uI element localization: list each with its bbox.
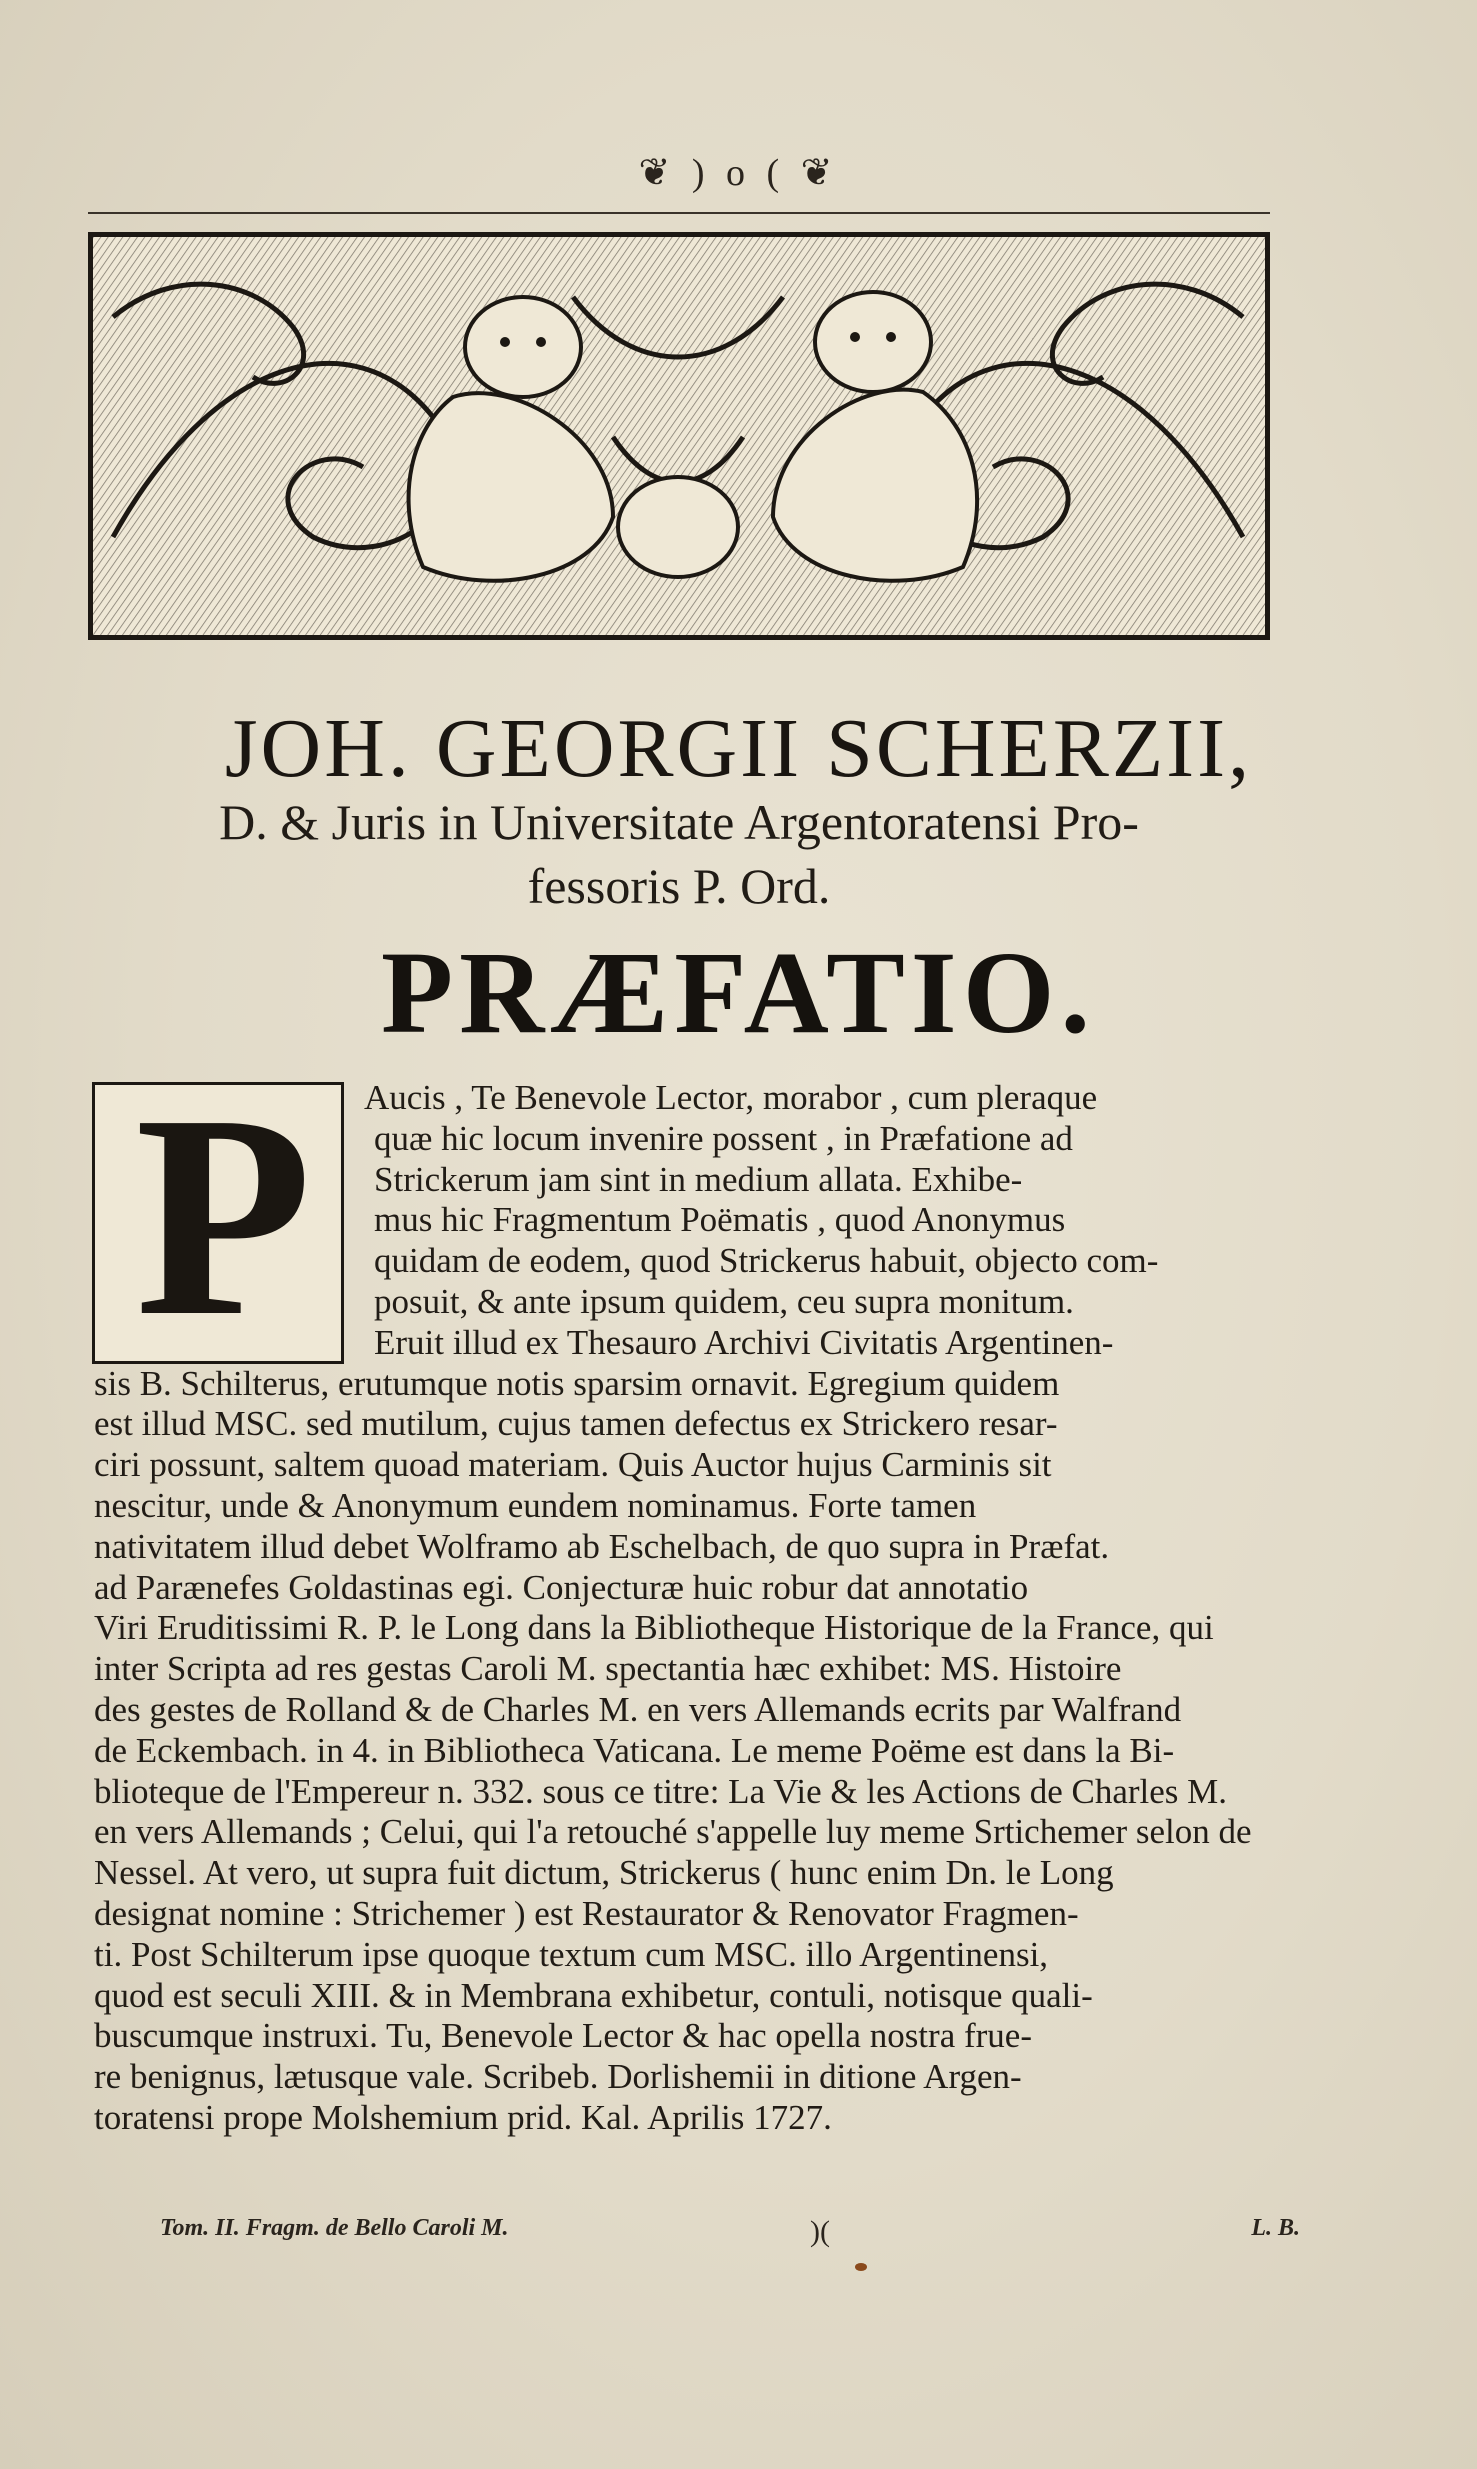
text-line: nescitur, unde & Anonymum eundem nominamus. Forte tamen (94, 1485, 977, 1525)
text-line: inter Scripta ad res gestas Caroli M. spectantia hæc exhibet: MS. Histoire (94, 1649, 1122, 1689)
text-line: Nessel. At vero, ut supra fuit dictum, Strickerus ( hunc enim Dn. le Long (94, 1853, 1114, 1893)
cherubs-ornament-icon (93, 237, 1265, 635)
page-headline: ❦ ) o ( ❦ (638, 152, 839, 194)
text-line: quidam de eodem, quod Strickerus habuit, objecto com- (374, 1241, 1159, 1281)
text-line: ti. Post Schilterum ipse quoque textum cum MSC. illo Argentinensi, (94, 1934, 1049, 1974)
text-line: ad Parænefes Goldastinas egi. Conjecturæ huic robur dat annotatio (94, 1567, 1029, 1607)
text-line: quod est seculi XIII. & in Membrana exhibetur, contuli, notisque quali- (94, 1975, 1093, 2015)
footer-signature-title: Tom. II. Fragm. de Bello Caroli M. (160, 2215, 509, 2241)
preface-text (94, 1078, 1294, 2139)
section-heading: PRÆFATIO. (381, 927, 1096, 1058)
text-line: re benignus, lætusque vale. Scribeb. Dorlishemii in ditione Argen- (94, 2057, 1022, 2097)
initial-letter: P (135, 1055, 313, 1376)
text-line: Viri Eruditissimi R. P. le Long dans la Bibliotheque Historique de la France, qui (94, 1608, 1214, 1648)
text-line: ciri possunt, saltem quoad materiam. Quis Auctor hujus Carminis sit (94, 1445, 1052, 1485)
text-line: toratensi prope Molshemium prid. Kal. Aprilis 1727. (94, 2097, 832, 2137)
text-line: en vers Allemands ; Celui, qui l'a retouché s'appelle luy meme Srtichemer selon de (94, 1812, 1252, 1852)
text-line: est illud MSC. sed mutilum, cujus tamen defectus ex Strickero resar- (94, 1404, 1058, 1444)
text-line: nativitatem illud debet Wolframo ab Eschelbach, de quo supra in Præfat. (94, 1526, 1110, 1566)
author-subtitle (88, 790, 1270, 918)
text-line: designat nomine : Strichemer ) est Restaurator & Renovator Fragmen- (94, 1893, 1079, 1933)
text-line: quæ hic locum invenire possent , in Præfatione ad (374, 1118, 1073, 1158)
page-footer (160, 2215, 1300, 2255)
text-line: buscumque instruxi. Tu, Benevole Lector & hac opella nostra frue- (94, 2016, 1032, 2056)
author-title: JOH. GEORGII SCHERZII, (224, 702, 1253, 795)
text-line: posuit, & ante ipsum quidem, ceu supra monitum. (374, 1281, 1074, 1321)
text-line: Strickerum jam sint in medium allata. Exhibe- (374, 1159, 1023, 1199)
engraved-ornament-banner (88, 232, 1270, 640)
subtitle-line: D. & Juris in Universitate Argentoratensi Pro- (219, 794, 1139, 850)
text-line: blioteque de l'Empereur n. 332. sous ce titre: La Vie & les Actions de Charles M. (94, 1771, 1228, 1811)
ink-spot (855, 2263, 867, 2271)
top-rule (88, 212, 1270, 214)
footer-catchword: L. B. (1251, 2215, 1300, 2241)
text-line: Eruit illud ex Thesauro Archivi Civitatis Argentinen- (374, 1322, 1114, 1362)
text-line: mus hic Fragmentum Poëmatis , quod Anonymus (374, 1200, 1066, 1240)
footer-signature-mark: )( (810, 2215, 830, 2248)
text-line: des gestes de Rolland & de Charles M. en vers Allemands ecrits par Walfrand (94, 1689, 1182, 1729)
text-line: sis B. Schilterus, erutumque notis sparsim ornavit. Egregium quidem (94, 1363, 1060, 1403)
text-line: Aucis , Te Benevole Lector, morabor , cum pleraque (364, 1078, 1098, 1117)
subtitle-line: fessoris P. Ord. (527, 858, 831, 914)
text-line: de Eckembach. in 4. in Bibliotheca Vaticana. Le meme Poëme est dans la Bi- (94, 1730, 1175, 1770)
